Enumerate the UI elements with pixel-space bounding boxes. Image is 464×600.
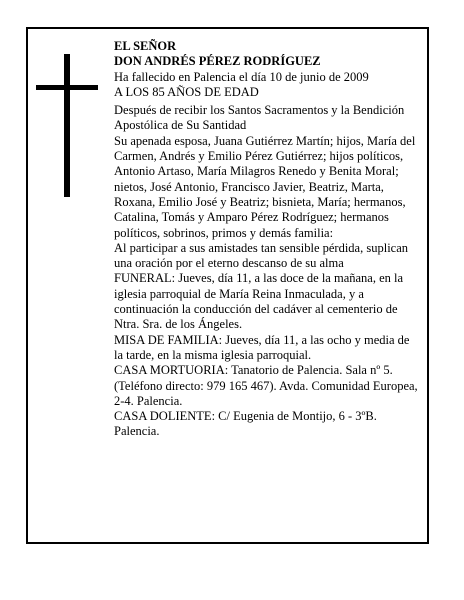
mourning-house-paragraph: CASA DOLIENTE: C/ Eugenia de Montijo, 6 - 3ºB. Palencia. <box>114 409 377 439</box>
heading-title: EL SEÑOR <box>114 39 177 53</box>
funeral-home-paragraph: CASA MORTUORIA: Tanatorio de Palencia. Sala nº 5. (Teléfono directo: 979 165 467). Avda. Comunidad Europea, 2-4. Palencia. <box>114 363 418 408</box>
prayer-paragraph: Al participar a sus amistades tan sensible pérdida, suplican una oración por el eterno descanso de su alma <box>114 240 409 271</box>
obituary-text <box>114 39 419 440</box>
family-mass-paragraph: MISA DE FAMILIA: Jueves, día 11, a las ocho y media de la tarde, en la misma iglesia parroquial. <box>114 332 410 362</box>
sacraments-paragraph: Después de recibir los Santos Sacramentos y la Bendición Apostólica de Su Santidad <box>114 103 405 133</box>
cross-icon-horizontal-bar <box>36 85 98 90</box>
cross-icon-vertical-bar <box>64 54 70 197</box>
age-line: A LOS 85 AÑOS DE EDAD <box>114 84 259 99</box>
death-notice: Ha fallecido en Palencia el día 10 de junio de 2009 <box>114 69 369 84</box>
funeral-paragraph: FUNERAL: Jueves, día 11, a las doce de la mañana, en la iglesia parroquial de María Reina Inmaculada, y a continuación la conducción del cadáver al cementerio de Ntra. Sra. de los Ángeles. <box>114 271 404 332</box>
deceased-name: DON ANDRÉS PÉREZ RODRÍGUEZ <box>114 54 321 69</box>
family-paragraph: Su apenada esposa, Juana Gutiérrez Martín; hijos, María del Carmen, Andrés y Emilio Pérez Gutiérrez; hijos políticos, Antonio Artaso, María Milagros Renedo y Benita Moral; nietos, José Antonio, Francisco Javier, Beatriz, Marta, Roxana, Emilio José y Beatriz; bisnieta, María; hermanos, Catalina, Tomás y Amparo Pérez Rodríguez; hermanos políticos, sobrinos, primos y demás familia: <box>114 133 416 240</box>
